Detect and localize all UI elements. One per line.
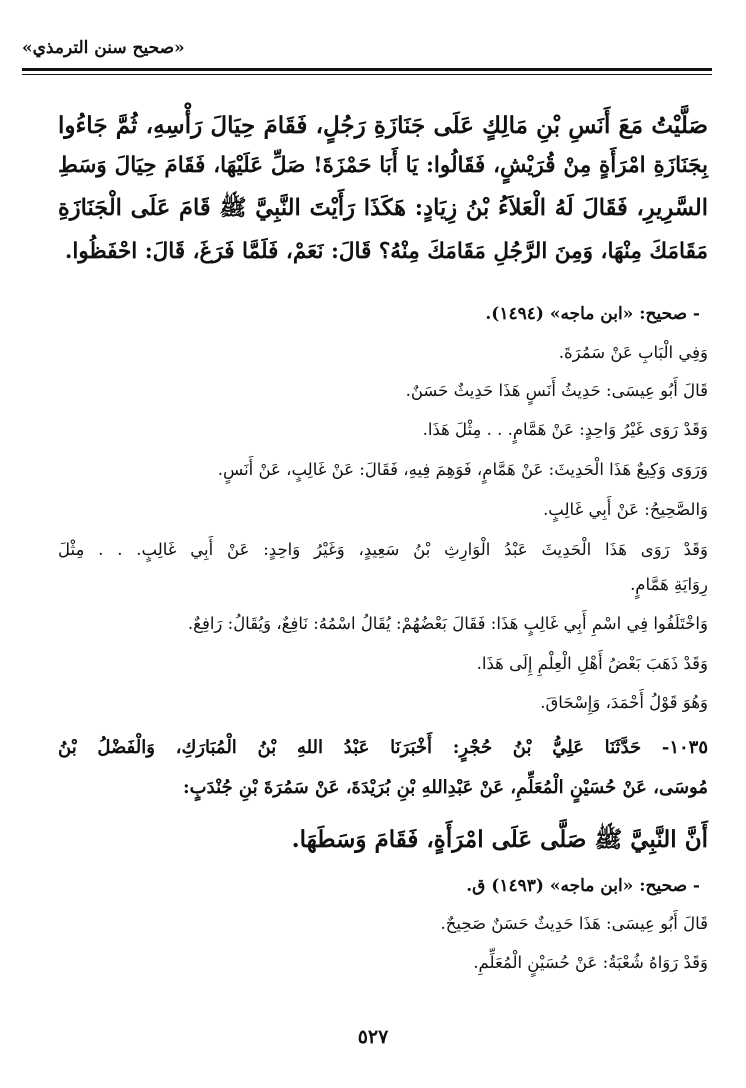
commentary-line-4: وَرَوَى وَكِيعٌ هَذَا الْحَدِيثَ: عَنْ هَمَّامٍ، فَوَهِمَ فِيهِ، فَقَالَ: عَنْ غَالِبٍ، عَنْ أَنَسٍ. <box>217 460 708 479</box>
commentary-line-10: وَهُوَ قَوْلُ أَحْمَدَ، وَإِسْحَاقَ. <box>540 693 708 712</box>
hadith-text-line-3: السَّرِيرِ، فَقَالَ لَهُ الْعَلاَءُ بْنُ زِيَادٍ: هَكَذَا رَأَيْتَ النَّبِيَّ ﷺ قَامَ عَلَى الْجَنَازَةِ <box>58 195 708 221</box>
hadith-text-line-2: بِجَنَازَةِ امْرَأَةٍ مِنْ قُرَيْشٍ، فَقَالُوا: يَا أَبَا حَمْزَةَ! صَلِّ عَلَيْهَا، فَقَامَ حِيَالَ وَسَطِ <box>58 153 708 178</box>
isnad-line-1: ١٠٣٥- حَدَّثَنَا عَلِيُّ بْنُ حُجْرٍ: أَخْبَرَنَا عَبْدُ اللهِ بْنُ الْمُبَارَكِ، وَالْفَضْلُ بْنُ <box>58 737 708 758</box>
commentary-line-11: قَالَ أَبُو عِيسَى: هَذَا حَدِيثٌ حَسَنٌ صَحِيحٌ. <box>440 914 708 933</box>
commentary-line-7: رِوَايَةِ هَمَّامٍ. <box>630 575 708 594</box>
hadith-text-line-4: مَقَامَكَ مِنْهَا، وَمِنَ الرَّجُلِ مَقَامَكَ مِنْهُ؟ قَالَ: نَعَمْ، فَلَمَّا فَرَغَ، قَالَ: احْفَظُوا. <box>64 239 708 264</box>
commentary-line-12: وَقَدْ رَوَاهُ شُعْبَةُ: عَنْ حُسَيْنٍ الْمُعَلِّمِ. <box>473 953 708 972</box>
hadith-text-line-1: صَلَّيْتُ مَعَ أَنَسِ بْنِ مَالِكٍ عَلَى جَنَازَةِ رَجُلٍ، فَقَامَ حِيَالَ رَأْسِهِ، ثُمَّ جَاءُوا <box>58 112 708 139</box>
grading-line-1: - صحيح: «ابن ماجه» (١٤٩٤). <box>485 304 700 324</box>
commentary-line-6: وَقَدْ رَوَى هَذَا الْحَدِيثَ عَبْدُ الْوَارِثِ بْنُ سَعِيدٍ، وَغَيْرُ وَاحِدٍ: عَنْ أَبِي غَالِبٍ. . . مِثْلَ <box>58 540 708 559</box>
commentary-line-1: وَفِي الْبَابِ عَنْ سَمُرَةَ. <box>558 343 708 362</box>
hadith-matn-line: أَنَّ النَّبِيَّ ﷺ صَلَّى عَلَى امْرَأَةٍ، فَقَامَ وَسَطَهَا. <box>291 826 708 853</box>
page-body <box>58 0 708 1000</box>
commentary-line-3: وَقَدْ رَوَى غَيْرُ وَاحِدٍ: عَنْ هَمَّامٍ. . . مِثْلَ هَذَا. <box>422 420 708 439</box>
isnad-line-2: مُوسَى، عَنْ حُسَيْنٍ الْمُعَلِّمِ، عَنْ عَبْدِاللهِ بْنِ بُرَيْدَةَ، عَنْ سَمُرَةَ بْنِ جُنْدَبٍ: <box>183 777 708 798</box>
commentary-line-8: وَاخْتَلَفُوا فِي اسْمِ أَبِي غَالِبٍ هَذَا: فَقَالَ بَعْضُهُمْ: يُقَالُ اسْمُهُ: نَافِعٌ، وَيُقَالُ: رَافِعٌ. <box>187 614 708 633</box>
page-number: ٥٢٧ <box>357 1026 389 1048</box>
commentary-line-5: وَالصَّحِيحُ: عَنْ أَبِي غَالِبٍ. <box>543 500 708 519</box>
commentary-line-2: قَالَ أَبُو عِيسَى: حَدِيثُ أَنَسٍ هَذَا حَدِيثٌ حَسَنٌ. <box>405 381 708 400</box>
commentary-line-9: وَقَدْ ذَهَبَ بَعْضُ أَهْلِ الْعِلْمِ إِلَى هَذَا. <box>476 654 708 673</box>
running-header: «صحيح سنن الترمذي» <box>22 38 185 58</box>
grading-line-2: - صحيح: «ابن ماجه» (١٤٩٣) ق. <box>466 876 700 896</box>
